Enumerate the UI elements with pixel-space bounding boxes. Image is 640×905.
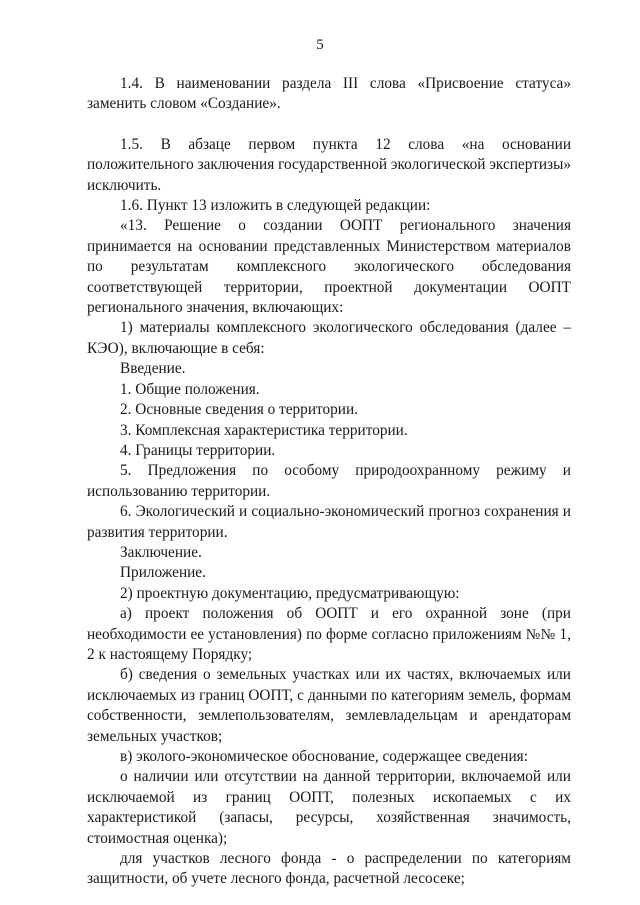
- paragraph-minerals: о наличии или отсутствии на данной территории, включаемой или исключаемой из границ ООПТ, полезных ископаемых с их характеристикой (запасы, ресурсы, хозяйственная значимость, стоимостная оценка);: [87, 768, 571, 847]
- paragraph-1-4: 1.4. В наименовании раздела III слова «Присвоение статуса» заменить словом «Создание».: [87, 75, 571, 113]
- list-item-proposals: 5. Предложения по особому природоохранному режиму и использованию территории.: [87, 462, 571, 500]
- list-item-forecast: 6. Экологический и социально-экономический прогноз сохранения и развития территории.: [87, 503, 571, 541]
- paragraph-point-13: «13. Решение о создании ООПТ регионального значения принимается на основании представленных Министерством материалов по результатам комплексного экологического обследования соответствующей территории, проектной документации ООПТ регионального значения, включающих:: [87, 217, 571, 317]
- paragraph-forest: для участков лесного фонда - о распределении по категориям защитности, об учете лесного фонда, расчетной лесосеке;: [87, 850, 571, 888]
- page-number: 5: [316, 37, 324, 53]
- paragraph-item-2a: а) проект положения об ООПТ и его охранной зоне (при необходимости ее установления) по форме согласно приложениям №№ 1, 2 к настоящему Порядку;: [87, 605, 571, 663]
- paragraph-item-2b: б) сведения о земельных участках или их частях, включаемых или исключаемых из границ ООПТ, с данными по категориям земель, формам собственности, землепользователям, землевладельцам и арендаторам земельных участков;: [87, 666, 571, 745]
- list-item-appendix: Приложение.: [120, 564, 206, 582]
- list-item-basic-info: 2. Основные сведения о территории.: [120, 401, 358, 419]
- list-item-conclusion: Заключение.: [120, 543, 202, 561]
- paragraph-1-5: 1.5. В абзаце первом пункта 12 слова «на основании положительного заключения государственной экологической экспертизы» исключить.: [87, 135, 571, 194]
- document-body: [87, 74, 571, 890]
- list-item-introduction: Введение.: [120, 360, 186, 378]
- list-item-general: 1. Общие положения.: [120, 380, 260, 398]
- paragraph-item-2v: в) эколого-экономическое обоснование, содержащее сведения:: [120, 748, 528, 765]
- paragraph-item-2: 2) проектную документацию, предусматривающую:: [120, 584, 460, 602]
- list-item-characteristics: 3. Комплексная характеристика территории.: [120, 421, 408, 439]
- list-item-borders: 4. Границы территории.: [120, 441, 276, 459]
- paragraph-1-6: 1.6. Пункт 13 изложить в следующей редакции:: [120, 197, 431, 215]
- paragraph-item-1: 1) материалы комплексного экологического обследования (далее – КЭО), включающие в себя:: [87, 319, 571, 357]
